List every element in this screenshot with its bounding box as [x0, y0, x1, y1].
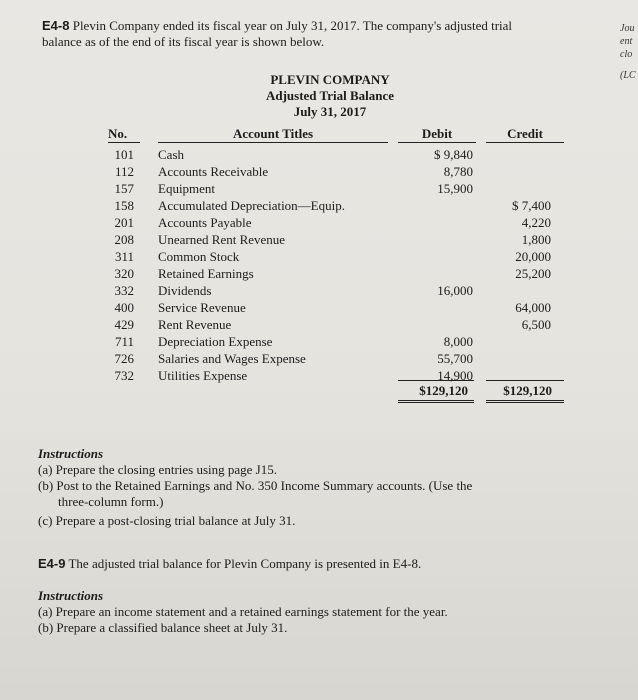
account-row — [108, 214, 568, 231]
e4-8-text-line1: Plevin Company ended its fiscal year on July 31, 2017. The company's adjusted trial — [72, 18, 513, 33]
account-number: 332 — [114, 283, 134, 298]
account-title: Depreciation Expense — [158, 334, 273, 349]
header-debit: Debit — [398, 126, 476, 143]
debit-amount: 8,000 — [443, 334, 473, 349]
margin-line3: clo — [620, 49, 633, 60]
account-row — [108, 248, 568, 265]
account-number: 158 — [114, 198, 134, 213]
account-row — [108, 367, 568, 384]
account-number: 157 — [114, 181, 134, 196]
account-number: 400 — [114, 300, 134, 315]
account-number: 732 — [114, 368, 134, 383]
debit-amount: $ 9,840 — [434, 147, 473, 162]
margin-line2: ent — [620, 36, 633, 47]
instruction-c: (c) Prepare a post-closing trial balance at July 31. — [38, 513, 296, 528]
account-title: Service Revenue — [158, 300, 246, 315]
account-row — [108, 231, 568, 248]
account-row — [108, 350, 568, 367]
debit-amount: 14,900 — [437, 368, 473, 383]
account-row — [108, 333, 568, 350]
margin-note — [620, 22, 636, 82]
debit-double-rule — [398, 400, 474, 403]
account-row — [108, 146, 568, 163]
account-number: 208 — [114, 232, 134, 247]
credit-amount: $ 7,400 — [512, 198, 551, 213]
statement-title: Adjusted Trial Balance — [265, 88, 395, 103]
instructions-heading-2: Instructions — [38, 588, 104, 603]
credit-amount: 20,000 — [515, 249, 551, 264]
account-row — [108, 282, 568, 299]
credit-amount: 64,000 — [515, 300, 551, 315]
e4-8-text-line2: balance as of the end of its fiscal year is shown below. — [42, 34, 325, 49]
instruction-2b: (b) Prepare a classified balance sheet at July 31. — [38, 620, 288, 635]
account-title: Unearned Rent Revenue — [158, 232, 286, 247]
account-title: Equipment — [158, 181, 216, 196]
account-row — [108, 163, 568, 180]
e4-8-intro — [42, 18, 612, 50]
credit-total-rule — [486, 380, 564, 381]
credit-double-rule — [486, 400, 564, 403]
margin-line1: Jou — [620, 23, 635, 34]
account-title: Accumulated Depreciation—Equip. — [158, 198, 345, 213]
debit-amount: 55,700 — [437, 351, 473, 366]
instruction-b: (b) Post to the Retained Earnings and No. 350 Income Summary accounts. (Use the — [38, 478, 473, 493]
header-no: No. — [108, 126, 140, 143]
e4-9-intro — [38, 556, 628, 572]
account-row — [108, 316, 568, 333]
credit-total: $129,120 — [503, 383, 552, 398]
header-account-titles: Account Titles — [158, 126, 388, 143]
debit-total-rule — [398, 380, 474, 381]
account-number: 201 — [114, 215, 134, 230]
account-title: Salaries and Wages Expense — [158, 351, 306, 366]
e4-9-text: The adjusted trial balance for Plevin Company is presented in E4-8. — [68, 556, 422, 571]
account-row — [108, 180, 568, 197]
instruction-a: (a) Prepare the closing entries using page J15. — [38, 462, 277, 477]
instructions-e4-9 — [38, 588, 628, 636]
company-name: PLEVIN COMPANY — [270, 72, 390, 87]
account-title: Rent Revenue — [158, 317, 232, 332]
instructions-e4-8 — [38, 446, 628, 529]
account-row — [108, 299, 568, 316]
margin-line4: (LC — [620, 70, 636, 81]
account-title: Accounts Payable — [158, 215, 252, 230]
account-number: 429 — [114, 317, 134, 332]
account-title: Utilities Expense — [158, 368, 248, 383]
header-credit: Credit — [486, 126, 564, 143]
account-number: 320 — [114, 266, 134, 281]
debit-total: $129,120 — [419, 383, 468, 398]
instruction-b-cont: three-column form.) — [58, 494, 164, 509]
account-number: 101 — [114, 147, 134, 162]
account-number: 726 — [114, 351, 134, 366]
debit-amount: 15,900 — [437, 181, 473, 196]
credit-amount: 1,800 — [521, 232, 551, 247]
credit-amount: 4,220 — [521, 215, 551, 230]
account-number: 711 — [114, 334, 134, 349]
account-title: Cash — [158, 147, 184, 162]
account-title: Dividends — [158, 283, 212, 298]
account-title: Common Stock — [158, 249, 240, 264]
exercise-label-e4-8: E4-8 — [42, 18, 70, 33]
instruction-2a: (a) Prepare an income statement and a retained earnings statement for the year. — [38, 604, 448, 619]
credit-amount: 25,200 — [515, 266, 551, 281]
debit-amount: 8,780 — [443, 164, 473, 179]
statement-date: July 31, 2017 — [293, 104, 367, 119]
statement-heading — [210, 72, 450, 120]
account-number: 311 — [114, 249, 134, 264]
account-number: 112 — [114, 164, 134, 179]
account-title: Retained Earnings — [158, 266, 254, 281]
exercise-label-e4-9: E4-9 — [38, 556, 66, 571]
instructions-heading: Instructions — [38, 446, 104, 461]
account-title: Accounts Receivable — [158, 164, 269, 179]
account-row — [108, 197, 568, 214]
debit-amount: 16,000 — [437, 283, 473, 298]
account-row — [108, 265, 568, 282]
credit-amount: 6,500 — [521, 317, 551, 332]
